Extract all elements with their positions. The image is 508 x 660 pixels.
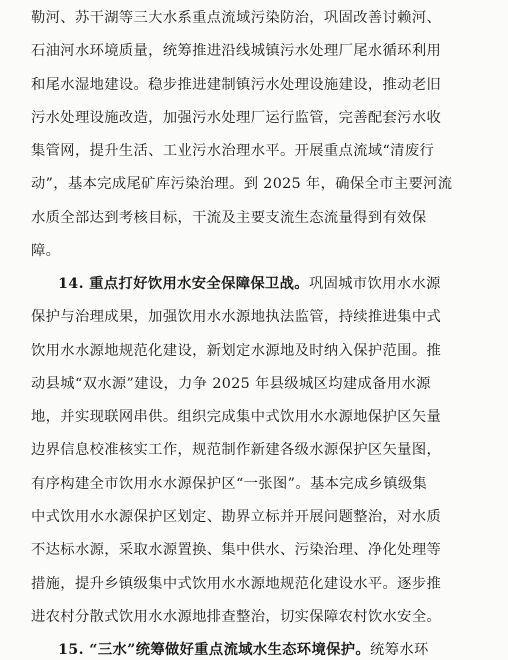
body-text-line: 和尾水湿地建设。稳步推进建制镇污水处理设施建设，推动老旧 — [31, 76, 442, 93]
item-15-first-line — [58, 640, 478, 660]
body-text-line: 动”，基本完成尾矿库污染治理。到 2025 年，确保全市主要河流 — [31, 176, 453, 193]
body-text-line: 勒河、苏干湖等三大水系重点流域污染防治，巩固改善讨赖河、 — [31, 10, 442, 26]
body-text-line: 水质全部达到考核目标，干流及主要支流生态流量得到有效保 — [31, 209, 427, 226]
body-text-line: 污水处理设施改造，加强污水处理厂运行监管，完善配套污水收 — [31, 109, 442, 126]
body-text-line: 有序构建全市饮用水水源保护区“一张图”。基本完成乡镇级集 — [31, 475, 428, 492]
body-text: 统筹水环 — [370, 642, 429, 658]
body-text-line: 集管网，提升生活、工业污水治理水平。开展重点流域“清废行 — [31, 143, 435, 160]
body-text-line: 地，并实现联网串供。组织完成集中式饮用水水源地保护区矢量 — [31, 409, 442, 426]
body-text: 巩固城市饮用水水源 — [308, 276, 441, 293]
body-text-line: 保护与治理成果，加强饮用水水源地执法监管，持续推进集中式 — [31, 309, 442, 326]
body-text-line: 措施，提升乡镇级集中式饮用水水源地规范化建设水平。逐步推 — [31, 575, 442, 592]
body-text-line: 动县城“双水源”建设，力争 2025 年县级城区均建成备用水源 — [31, 375, 431, 392]
body-text-line: 障。 — [31, 242, 61, 259]
item-14-first-line — [58, 274, 478, 294]
body-text-line: 中式饮用水水源保护区划定、勘界立标并开展问题整治，对水质 — [31, 508, 442, 525]
item-14-heading: 14. 重点打好饮用水安全保障保卫战。 — [58, 276, 309, 293]
body-text-line: 石油河水环境质量，统筹推进沿线城镇污水处理厂尾水循环利用 — [31, 43, 442, 60]
body-text-line: 边界信息校准核实工作，规范制作新建各级水源保护区矢量图， — [31, 442, 442, 459]
body-text-line: 不达标水源，采取水源置换、集中供水、污染治理、净化处理等 — [31, 542, 442, 559]
body-text-line: 饮用水水源地规范化建设，新划定水源地及时纳入保护范围。推 — [31, 342, 442, 359]
item-15-heading: 15. “三水”统筹做好重点流域水生态环境保护。 — [58, 642, 371, 658]
body-text-line: 进农村分散式饮用水水源地排查整治，切实保障农村饮水安全。 — [31, 608, 442, 625]
